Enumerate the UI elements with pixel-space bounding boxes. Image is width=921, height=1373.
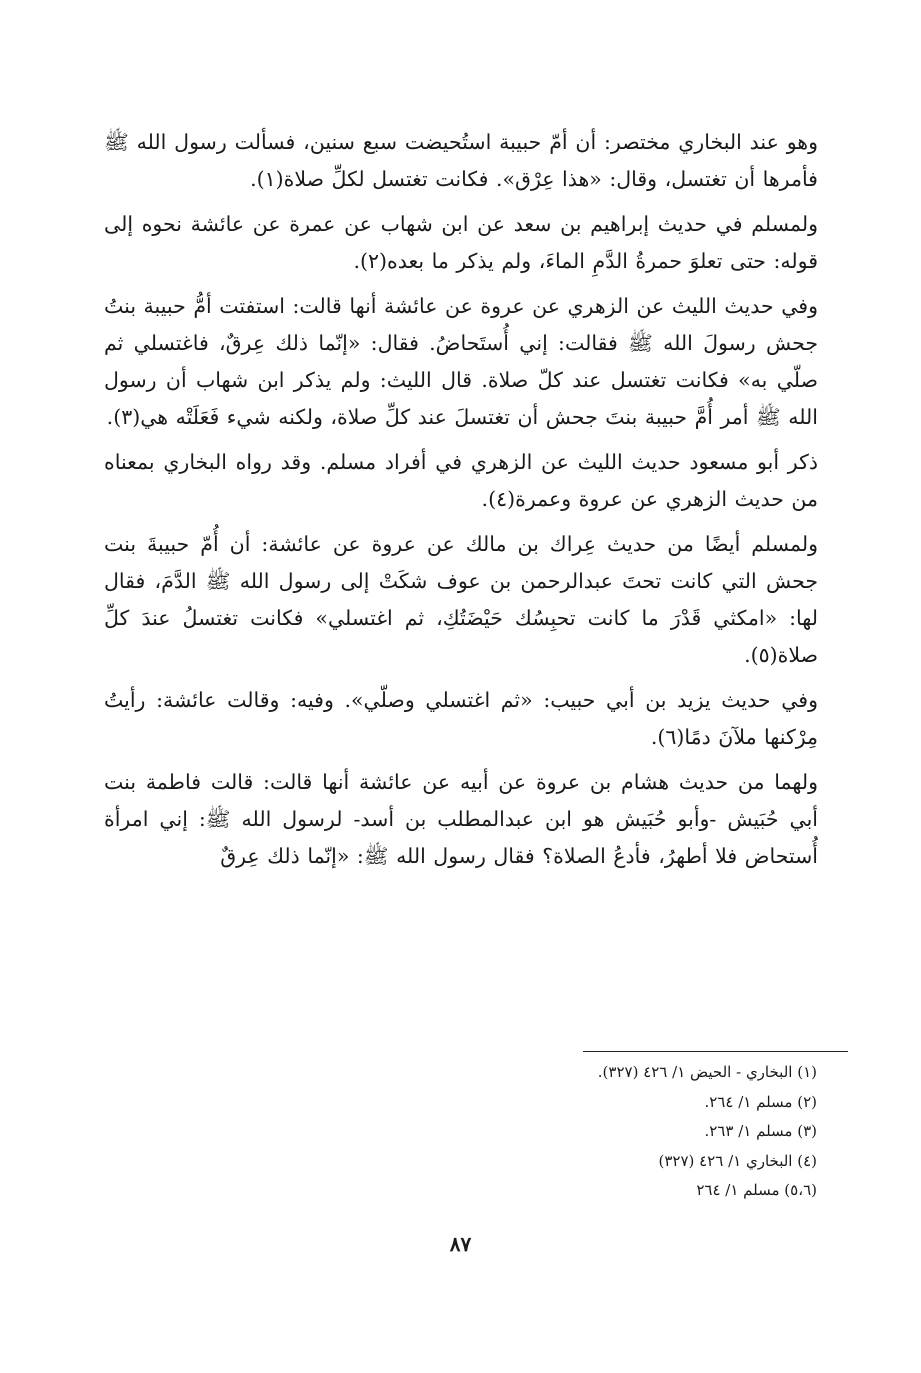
paragraph-3: وفي حديث الليث عن الزهري عن عروة عن عائشة أنها قالت: استفتت أمُّ حبيبة بنتُ جحش رسولَ الله ﷺ فقالت: إني أُستَحاضُ. فقال: «إنّما ذلك عِرقٌ، فاغتسلي ثم صلّي به» فكانت تغتسل عند كلّ صلاة. قال الليث: ولم يذكر ابن شهاب أن رسول الله ﷺ أمر أُمَّ حبيبة بنتَ جحش أن تغتسلَ عند كلِّ صلاة، ولكنه شيء فَعَلَتْه هي(٣). xyxy=(104,294,818,429)
footnote-divider xyxy=(583,1051,848,1052)
paragraph-6: وفي حديث يزيد بن أبي حبيب: «ثم اغتسلي وصلّي». وفيه: وقالت عائشة: رأيتُ مِرْكنها ملآنَ دمًا(٦). xyxy=(104,688,818,749)
main-text xyxy=(104,124,818,883)
paragraph-5: ولمسلم أيضًا من حديث عِراك بن مالك عن عروة عن عائشة: أن أُمّ حبيبةَ بنت جحش التي كانت تحتَ عبدالرحمن بن عوف شكَتْ إلى رسول الله ﷺ الدَّمَ، فقال لها: «امكثي قَدْرَ ما كانت تحبِسُك حَيْضَتُكِ، ثم اغتسلي» فكانت تغتسلُ عندَ كلِّ صلاة(٥). xyxy=(104,532,818,667)
paragraph-2: ولمسلم في حديث إبراهيم بن سعد عن ابن شهاب عن عمرة عن عائشة نحوه إلى قوله: حتى تعلوَ حمرةُ الدَّمِ الماءَ، ولم يذكر ما بعده(٢). xyxy=(104,212,818,273)
paragraph-1: وهو عند البخاري مختصر: أن أمّ حبيبة استُحيضت سبع سنين، فسألت رسول الله ﷺ فأمرها أن تغتسل، وقال: «هذا عِرْق». فكانت تغتسل لكلِّ صلاة(١). xyxy=(104,130,818,191)
paragraph-4: ذكر أبو مسعود حديث الليث عن الزهري في أفراد مسلم. وقد رواه البخاري بمعناه من حديث الزهري عن عروة وعمرة(٤). xyxy=(104,450,818,511)
footnote-2: (٢) مسلم ١/ ٢٦٤. xyxy=(704,1092,817,1111)
paragraph-7: ولهما من حديث هشام بن عروة عن أبيه عن عائشة أنها قالت: قالت فاطمة بنت أبي حُبَيش -وأبو حُبَيش هو ابن عبدالمطلب بن أسد- لرسول الله ﷺ: إني امرأة أُستحاض فلا أطهرُ، فأدعُ الصلاة؟ فقال رسول الله ﷺ: «إنّما ذلك عِرقٌ xyxy=(104,770,818,868)
footnote-1: (١) البخاري - الحيض ١/ ٤٢٦ (٣٢٧). xyxy=(597,1063,817,1081)
footnote-3: (٣) مسلم ١/ ٢٦٣. xyxy=(704,1122,817,1140)
footnotes xyxy=(377,1058,817,1206)
page-number: ٨٧ xyxy=(449,1232,472,1256)
footnote-5: (٥،٦) مسلم ١/ ٢٦٤ xyxy=(696,1181,817,1199)
footnote-4: (٤) البخاري ١/ ٤٢٦ (٣٢٧) xyxy=(658,1151,817,1170)
